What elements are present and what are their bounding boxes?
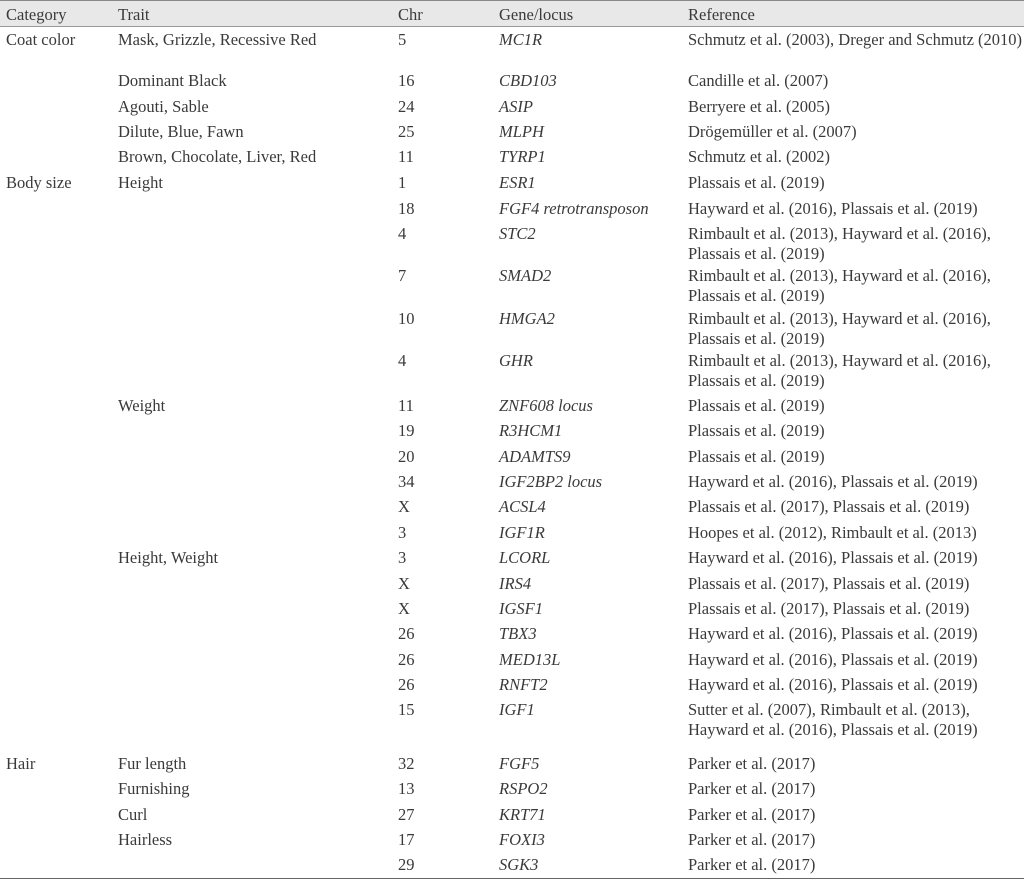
cell-gene: CBD103 xyxy=(499,71,557,90)
header-reference: Reference xyxy=(688,5,755,24)
cell-gene: SGK3 xyxy=(499,855,539,874)
cell-reference: Rimbault et al. (2013), Hayward et al. (2016), Plassais et al. (2019) xyxy=(688,309,991,348)
cell-chr: 29 xyxy=(398,855,415,874)
cell-trait: Dilute, Blue, Fawn xyxy=(118,122,244,141)
cell-trait: Height xyxy=(118,173,163,192)
cell-chr: 11 xyxy=(398,396,414,415)
cell-chr: 34 xyxy=(398,472,415,491)
cell-chr: 16 xyxy=(398,71,415,90)
cell-trait: Brown, Chocolate, Liver, Red xyxy=(118,147,317,166)
cell-reference: Plassais et al. (2019) xyxy=(688,421,825,440)
cell-trait: Furnishing xyxy=(118,779,190,798)
cell-chr: 18 xyxy=(398,199,415,218)
cell-chr: 3 xyxy=(398,523,407,542)
cell-reference: Sutter et al. (2007), Rimbault et al. (2013), Hayward et al. (2016), Plassais et al. (2019) xyxy=(688,700,978,739)
cell-chr: 17 xyxy=(398,830,415,849)
cell-chr: 15 xyxy=(398,700,415,719)
cell-gene: STC2 xyxy=(499,224,536,243)
cell-gene: FOXI3 xyxy=(499,830,545,849)
cell-chr: 27 xyxy=(398,805,415,824)
cell-chr: 5 xyxy=(398,30,407,49)
cell-gene: LCORL xyxy=(499,548,551,567)
cell-reference: Rimbault et al. (2013), Hayward et al. (2016), Plassais et al. (2019) xyxy=(688,266,991,305)
cell-chr: 26 xyxy=(398,650,415,669)
cell-category: Hair xyxy=(6,754,36,773)
header-chr: Chr xyxy=(398,5,423,24)
cell-gene: IGSF1 xyxy=(499,599,543,618)
cell-reference: Hayward et al. (2016), Plassais et al. (2019) xyxy=(688,650,978,669)
cell-gene: IRS4 xyxy=(499,574,532,593)
cell-reference: Drögemüller et al. (2007) xyxy=(688,122,857,141)
cell-gene: IGF2BP2 locus xyxy=(499,472,603,491)
cell-gene: TYRP1 xyxy=(499,147,546,166)
cell-trait: Agouti, Sable xyxy=(118,97,209,116)
cell-reference: Plassais et al. (2019) xyxy=(688,447,825,466)
cell-chr: 1 xyxy=(398,173,407,192)
cell-category: Body size xyxy=(6,173,72,192)
cell-gene: FGF4 retrotransposon xyxy=(499,199,649,218)
cell-trait: Weight xyxy=(118,396,166,415)
cell-chr: 4 xyxy=(398,224,407,243)
cell-gene: HMGA2 xyxy=(499,309,555,328)
cell-reference: Berryere et al. (2005) xyxy=(688,97,831,116)
cell-gene: MC1R xyxy=(499,30,543,49)
header-trait: Trait xyxy=(118,5,150,24)
cell-chr: 13 xyxy=(398,779,415,798)
cell-chr: 25 xyxy=(398,122,415,141)
cell-reference: Candille et al. (2007) xyxy=(688,71,829,90)
cell-gene: TBX3 xyxy=(499,624,537,643)
cell-gene: ASIP xyxy=(499,97,533,116)
cell-reference: Plassais et al. (2019) xyxy=(688,173,825,192)
cell-gene: RNFT2 xyxy=(499,675,548,694)
cell-gene: IGF1R xyxy=(499,523,545,542)
cell-category: Coat color xyxy=(6,30,76,49)
cell-gene: MLPH xyxy=(499,122,544,141)
header-gene: Gene/locus xyxy=(499,5,574,24)
cell-gene: ESR1 xyxy=(499,173,536,192)
cell-reference: Parker et al. (2017) xyxy=(688,754,816,773)
cell-gene: ADAMTS9 xyxy=(499,447,571,466)
cell-gene: KRT71 xyxy=(499,805,546,824)
cell-gene: ZNF608 locus xyxy=(499,396,593,415)
cell-chr: 19 xyxy=(398,421,415,440)
cell-trait: Hairless xyxy=(118,830,173,849)
cell-reference: Hayward et al. (2016), Plassais et al. (2019) xyxy=(688,675,978,694)
cell-reference: Schmutz et al. (2003), Dreger and Schmutz (2010) xyxy=(688,30,1023,49)
cell-reference: Plassais et al. (2017), Plassais et al. (2019) xyxy=(688,574,970,593)
cell-trait: Curl xyxy=(118,805,148,824)
cell-chr: 3 xyxy=(398,548,407,567)
cell-chr: X xyxy=(398,574,410,593)
cell-chr: X xyxy=(398,497,410,516)
cell-reference: Hoopes et al. (2012), Rimbault et al. (2013) xyxy=(688,523,977,542)
cell-reference: Hayward et al. (2016), Plassais et al. (2019) xyxy=(688,199,978,218)
header-category: Category xyxy=(6,5,67,24)
cell-chr: 10 xyxy=(398,309,415,328)
cell-reference: Rimbault et al. (2013), Hayward et al. (2016), Plassais et al. (2019) xyxy=(688,351,991,390)
cell-chr: 7 xyxy=(398,266,407,285)
cell-reference: Parker et al. (2017) xyxy=(688,855,816,874)
cell-chr: 26 xyxy=(398,675,415,694)
cell-trait: Fur length xyxy=(118,754,187,773)
cell-chr: 26 xyxy=(398,624,415,643)
cell-gene: R3HCM1 xyxy=(499,421,563,440)
cell-trait: Height, Weight xyxy=(118,548,219,567)
cell-reference: Rimbault et al. (2013), Hayward et al. (2016), Plassais et al. (2019) xyxy=(688,224,991,263)
cell-gene: SMAD2 xyxy=(499,266,552,285)
cell-reference: Parker et al. (2017) xyxy=(688,830,816,849)
cell-reference: Hayward et al. (2016), Plassais et al. (2019) xyxy=(688,472,978,491)
cell-chr: 4 xyxy=(398,351,407,370)
cell-reference: Schmutz et al. (2002) xyxy=(688,147,831,166)
cell-reference: Parker et al. (2017) xyxy=(688,805,816,824)
cell-reference: Hayward et al. (2016), Plassais et al. (2019) xyxy=(688,624,978,643)
cell-gene: GHR xyxy=(499,351,533,370)
bottom-rule xyxy=(0,878,1024,879)
cell-reference: Plassais et al. (2017), Plassais et al. (2019) xyxy=(688,599,970,618)
cell-gene: IGF1 xyxy=(499,700,535,719)
cell-reference: Plassais et al. (2019) xyxy=(688,396,825,415)
cell-chr: 32 xyxy=(398,754,415,773)
cell-gene: MED13L xyxy=(499,650,561,669)
cell-reference: Hayward et al. (2016), Plassais et al. (2019) xyxy=(688,548,978,567)
cell-chr: 24 xyxy=(398,97,415,116)
cell-gene: FGF5 xyxy=(499,754,540,773)
cell-chr: 20 xyxy=(398,447,415,466)
cell-gene: RSPO2 xyxy=(499,779,548,798)
cell-chr: 11 xyxy=(398,147,414,166)
cell-reference: Plassais et al. (2017), Plassais et al. (2019) xyxy=(688,497,970,516)
table-header xyxy=(0,0,1024,27)
cell-gene: ACSL4 xyxy=(499,497,546,516)
cell-trait: Mask, Grizzle, Recessive Red xyxy=(118,30,317,49)
cell-reference: Parker et al. (2017) xyxy=(688,779,816,798)
cell-chr: X xyxy=(398,599,410,618)
cell-trait: Dominant Black xyxy=(118,71,227,90)
